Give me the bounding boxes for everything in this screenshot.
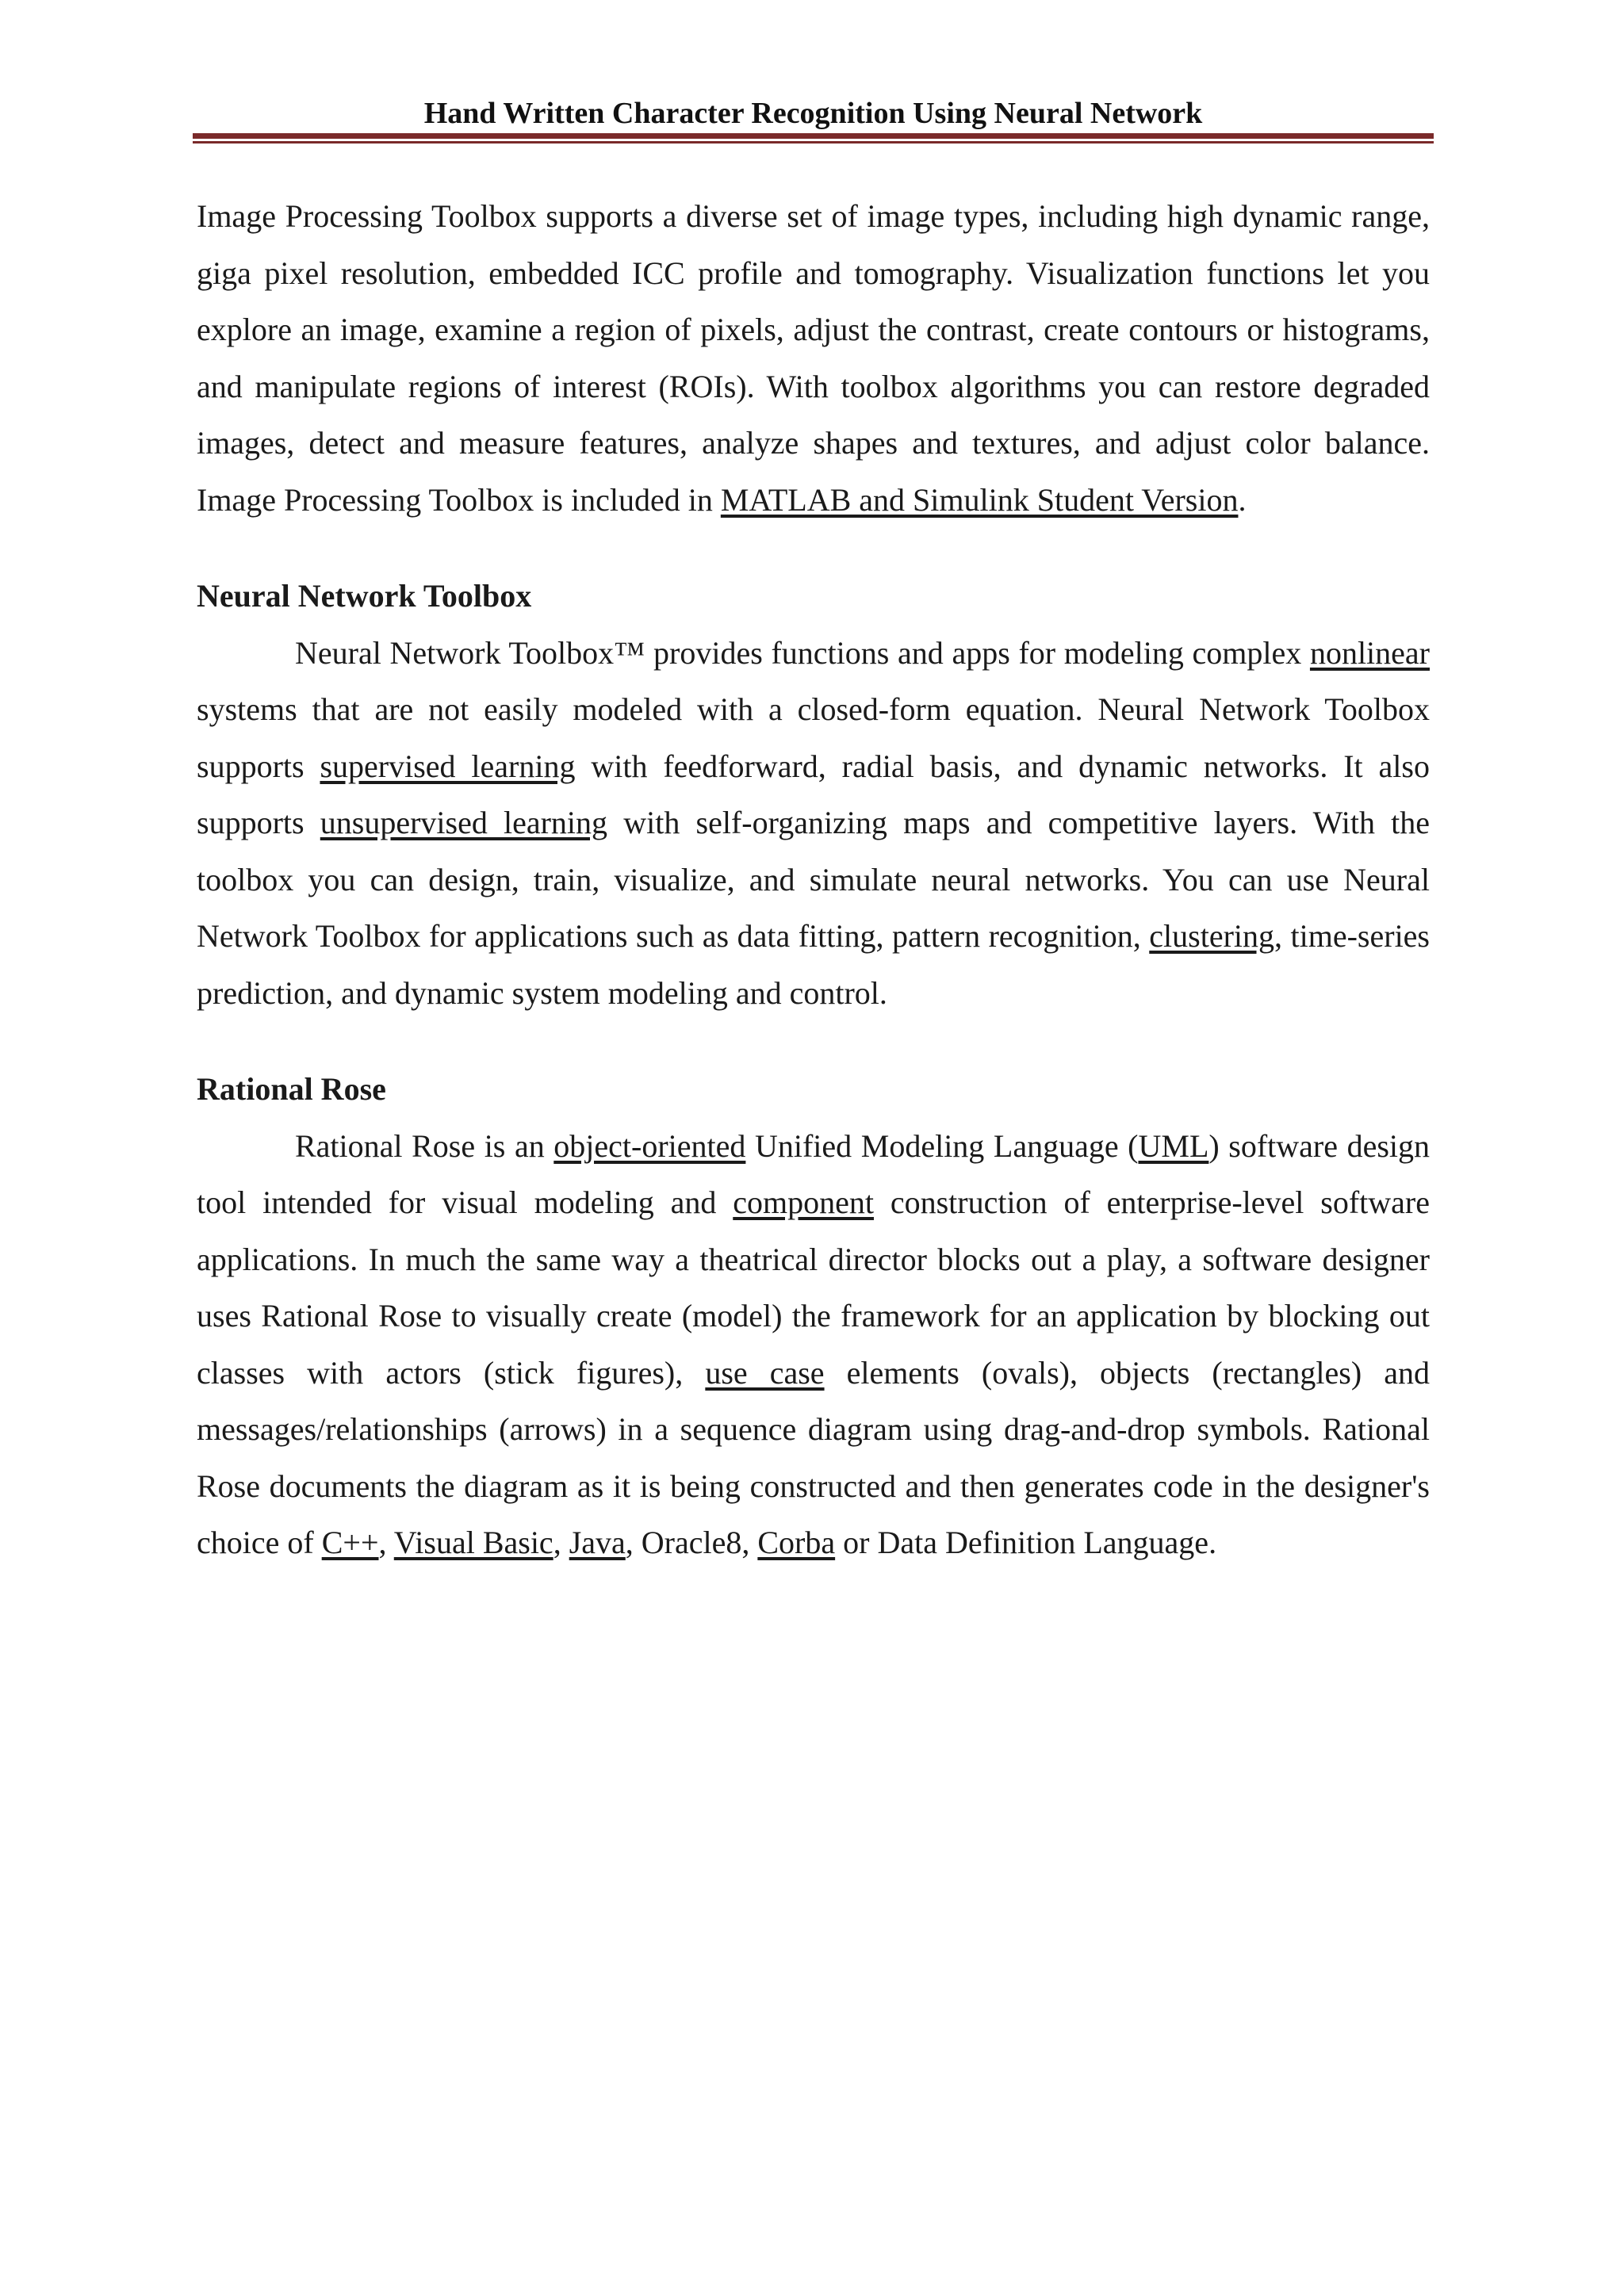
link-component[interactable]: component	[733, 1184, 874, 1220]
header-rule-thin	[193, 141, 1434, 144]
rr-text: Unified Modeling Language (	[745, 1127, 1139, 1164]
rational-rose-paragraph	[197, 1118, 1430, 1571]
rr-text: or Data Definition Language.	[835, 1525, 1217, 1560]
nn-text: with feedforward, radial basis, and dynamic networks. It also supports	[197, 748, 1430, 840]
link-supervised-learning[interactable]: supervised learning	[320, 748, 576, 784]
nn-text: systems that are not easily modeled with a closed-form equation. Neural Network Toolbox supports	[197, 691, 1430, 784]
link-use-case[interactable]: use case	[705, 1354, 825, 1391]
header-rule	[193, 133, 1434, 144]
section-heading-rational-rose: Rational Rose	[197, 1071, 386, 1107]
link-visual-basic[interactable]: Visual Basic	[393, 1525, 553, 1560]
link-matlab-simulink-student-version[interactable]: MATLAB and Simulink Student Version	[720, 481, 1239, 518]
link-clustering[interactable]: clustering	[1149, 918, 1274, 954]
rr-text: ) software design tool intended for visual modeling and	[197, 1127, 1431, 1220]
link-uml[interactable]: UML	[1138, 1127, 1209, 1164]
intro-paragraph	[197, 188, 1430, 528]
link-unsupervised-learning[interactable]: unsupervised learning	[320, 805, 608, 840]
link-corba[interactable]: Corba	[757, 1525, 836, 1560]
rr-text: Rational Rose is an	[295, 1127, 554, 1164]
nn-text: with self-organizing maps and competitive layers. With the toolbox you can design, train, visualize, and simulate neural networks. You can use Neural Network Toolbox for applications such as data fitting, pattern recognition,	[197, 805, 1430, 954]
neural-network-paragraph	[197, 625, 1430, 1022]
rr-text: elements (ovals), objects (rectangles) and messages/relationships (arrows) in a sequence diagram using drag-and-drop symbols. Rational Rose documents the diagram as it is being constructed and then generates code in the designer's choice of	[197, 1354, 1430, 1560]
rr-text: ,	[378, 1525, 394, 1560]
link-nonlinear[interactable]: nonlinear	[1309, 634, 1430, 671]
header-rule-thick	[193, 133, 1434, 139]
link-object-oriented[interactable]: object-oriented	[553, 1127, 746, 1164]
intro-text: Image Processing Toolbox supports a diverse set of image types, including high dynamic range, giga pixel resolution, embedded ICC profile and tomography. Visualization functions let you explore an image, examine a region of pixels, adjust the contrast, create contours or histograms, and manipulate regions of interest (ROIs). With toolbox algorithms you can restore degraded images, detect and measure features, analyze shapes and textures, and adjust color balance. Image Processing Toolbox is included in	[197, 198, 1430, 518]
link-java[interactable]: Java	[569, 1525, 626, 1560]
rr-text: , Oracle8,	[625, 1525, 758, 1560]
nn-text: , time-series prediction, and dynamic system modeling and control.	[197, 918, 1430, 1011]
rr-text: ,	[553, 1525, 569, 1560]
rr-text: construction of enterprise-level software applications. In much the same way a theatrical director blocks out a play, a software designer uses Rational Rose to visually create (model) the framework for an application by blocking out classes with actors (stick figures),	[197, 1184, 1430, 1391]
link-cpp[interactable]: C++	[321, 1525, 379, 1560]
intro-text-end: .	[1238, 481, 1247, 518]
section-heading-neural-network-toolbox: Neural Network Toolbox	[197, 578, 532, 614]
nn-text: Neural Network Toolbox™ provides functions and apps for modeling complex	[295, 634, 1310, 671]
page-header-title: Hand Written Character Recognition Using Neural Network	[423, 97, 1203, 130]
document-body	[197, 188, 1430, 1571]
